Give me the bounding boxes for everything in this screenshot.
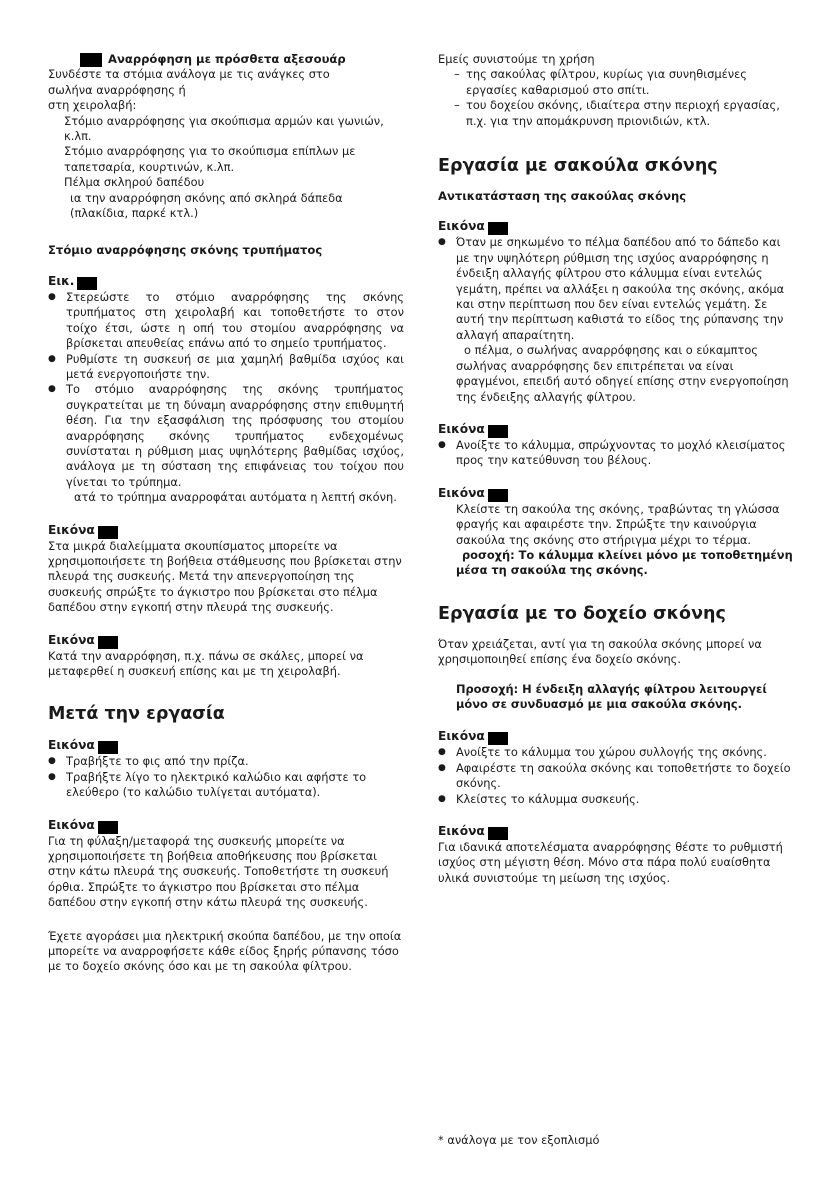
figure-label: Εικόνα (48, 817, 95, 832)
figure-label: Εικόνα (48, 738, 95, 753)
accessory-heading (80, 52, 404, 67)
figure-heading (48, 522, 404, 539)
list-item: ● Το στόμιο αναρρόφησης της σκόνης τρυπήματος συγκρατείται με τη δύναμη αναρρόφησης στην επιθυμητή θέση. Για την εξασφάλιση της πρόσφυσης του στομίου αναρρόφησης σκόνης τρυπήματος ενδεχομένως συνίσταται η ρύθμιση μιας υψηλότερης βαθμίδας ισχύος, ανάλογα με τη σύσταση της επιφάνειας του τοίχου που γίνεται το τρύπημα. (48, 382, 404, 490)
figure-heading (438, 421, 794, 438)
list-item: ● Τραβήξτε το φις από την πρίζα. (48, 754, 404, 769)
figure-marker (98, 636, 118, 649)
bag-open-bullets (438, 438, 794, 469)
figure-heading (438, 823, 794, 840)
figure-heading (438, 728, 794, 745)
list-item: ● Ρυθμίστε τη συσκευή σε μια χαμηλή βαθμίδα ισχύος και μετά ενεργοποιήστε την. (48, 352, 404, 383)
list-item: ● Τραβήξτε λίγο το ηλεκτρικό καλώδιο και αφήστε το ελεύθερο (το καλώδιο τυλίγεται αυτόματα). (48, 770, 404, 801)
drill-bullets (48, 290, 404, 490)
bag-bullet-tail: ο πέλμα, ο σωλήνας αναρρόφησης και ο εύκαμπτος σωλήνας αναρρόφησης δεν επιτρέπεται να είναι φραγμένοι, επειδή αυτό οδηγεί επίσης στην ενεργοποίηση της ένδειξης αλλαγής φίλτρου. (456, 343, 789, 404)
figure-heading (438, 218, 794, 235)
left-column (48, 52, 404, 975)
drill-title: Στόμιο αναρρόφησης σκόνης τρυπήματος (48, 243, 323, 258)
list-item: ● Κλείστες το κάλυμμα συσκευής. (438, 792, 794, 807)
figure-label: Εικόνα (438, 219, 485, 234)
bag-close-text: Κλείστε τη σακούλα της σκόνης, τραβώντας τη γλώσσα φραγής και αφαιρέστε την. Σπρώξτε την καινούργια σακούλα της σκόνης στο στήριγμα μέχρι το τέρμα. (456, 501, 780, 547)
box-intro: Όταν χρειάζεται, αντί για τη σακούλα σκόνης μπορεί να χρησιμοποιηθεί επίσης ένα δοχείο σκόνης. (438, 636, 762, 667)
power-text: Για ιδανικά αποτελέσματα αναρρόφησης θέστε το ρυθμιστή ισχύος στη μέγιστη θέση. Μόνο στα πάρα πολύ ευαίσθητα υλικά συνιστούμε τη μείωση της ισχύος. (438, 840, 783, 885)
accessory-title: Αναρρόφηση με πρόσθετα αξεσουάρ (108, 52, 346, 66)
right-column (438, 52, 794, 886)
accessory-subnote: ια την αναρρόφηση σκόνης από σκληρά δάπεδα (πλακίδια, παρκέ κτλ.) (70, 190, 343, 221)
bag-subtitle: Αντικατάσταση της σακούλας σκόνης (438, 189, 687, 204)
bag-bullets (438, 235, 794, 404)
purchase-text: Έχετε αγοράσει μια ηλεκτρική σκούπα δαπέδου, με την οποία μπορείτε να αναρροφήσετε κάθε είδος ξηρής ρύπανσης τόσο με το δοχείο σκόνης όσο και με τη σακούλα φίλτρου. (48, 928, 402, 974)
accessory-line: Συνδέστε τα στόμια ανάλογα με τις ανάγκες στο (48, 67, 330, 82)
figure-heading (48, 632, 404, 649)
figure-marker (77, 277, 97, 290)
list-item (438, 235, 794, 404)
recommend-list (438, 67, 794, 129)
accessory-line: σωλήνα αναρρόφησης ή (48, 82, 186, 97)
figure-marker (98, 741, 118, 754)
figure-heading (48, 817, 404, 834)
accessory-item: Πέλμα σκληρού δαπέδου (64, 175, 205, 190)
figure-marker (488, 489, 508, 502)
bag-title: Εργασία με σακούλα σκόνης (438, 156, 718, 177)
box-bullets (438, 745, 794, 807)
list-item: – του δοχείου σκόνης, ιδιαίτερα στην περιοχή εργασίας, π.χ. για την απομάκρυνση πριονιδιών, κτλ. (454, 98, 794, 129)
figure-label: Εικόνα (438, 485, 485, 500)
after-bullets (48, 754, 404, 800)
figure-label: Εικόνα (438, 729, 485, 744)
figure-label: Εικόνα (438, 824, 485, 838)
list-item: ● Ανοίξτε το κάλυμμα του χώρου συλλογής της σκόνης. (438, 745, 794, 760)
figure-marker (98, 526, 118, 539)
list-item: ● Ανοίξτε το κάλυμμα, σπρώχνοντας το μοχλό κλεισίματος προς την κατεύθυνση του βέλους. (438, 438, 794, 469)
figure-marker (98, 821, 118, 834)
figure-marker (80, 53, 102, 67)
recommend-intro: Εμείς συνιστούμε τη χρήση (438, 52, 595, 66)
accessory-line: στη χειρολαβή: (48, 98, 137, 113)
figure-heading (48, 737, 404, 754)
figure-heading (48, 273, 404, 290)
figure-heading (438, 485, 794, 502)
figure-marker (488, 222, 508, 235)
box-title: Εργασία με το δοχείο σκόνης (438, 603, 726, 624)
figure-marker (488, 732, 508, 745)
list-item: ● Στερεώστε το στόμιο αναρρόφησης της σκόνης τρυπήματος στη χειρολαβή και τοποθετήστε το στον τοίχο έτσι, ώστε η οπή του στομίου αναρρόφησης να βρίσκεται απευθείας επάνω από το σημείο τρυπήματος. (48, 290, 404, 352)
figure-marker (488, 425, 508, 438)
drill-tail: ατά το τρύπημα αναρροφάται αυτόματα η λεπτή σκόνη. (74, 490, 397, 505)
footnote: * ανάλογα με τον εξοπλισμό (438, 1133, 600, 1147)
box-note: Προσοχή: Η ένδειξη αλλαγής φίλτρου λειτουργεί μόνο σε συνδυασμό με μια σακούλα σκόνης. (456, 681, 767, 711)
bag-bullet-text: Όταν με σηκωμένο το πέλμα δαπέδου από το δάπεδο και με την υψηλότερη ρύθμιση της ισχύος αναρρόφησης η ένδειξη αλλαγής φίλτρου στο κάλυμμα είναι εντελώς γεμάτη, πρέπει να αλλάξει η σακούλα της σκόνης, ακόμα και στην περίπτωση που δεν είναι εντελώς γεμάτη. Σε αυτή την περίπτωση καθιστά το είδος της ρύπανσης την αλλαγή απαραίτητη. (456, 235, 785, 342)
figure-label: Εικόνα (438, 421, 485, 436)
accessory-item: Στόμιο αναρρόφησης για σκούπισμα αρμών και γωνιών, κ.λπ. (64, 113, 384, 144)
figure-label: Εικ. (48, 273, 75, 288)
list-item: – της σακούλας φίλτρου, κυρίως για συνηθισμένες εργασίες καθαρισμού στο σπίτι. (454, 67, 794, 98)
figure-marker (488, 827, 508, 840)
stairs-text: Κατά την αναρρόφηση, π.χ. πάνω σε σκάλες, μπορεί να μεταφερθεί η συσκευή επίσης και με τη χειρολαβή. (48, 648, 364, 678)
list-item: ● Αφαιρέστε τη σακούλα σκόνης και τοποθετήστε το δοχείο σκόνης. (438, 761, 794, 792)
after-work-title: Μετά την εργασία (48, 704, 225, 725)
figure-label: Εικόνα (48, 632, 95, 647)
figure-label: Εικόνα (48, 522, 95, 537)
bag-note: ροσοχή: Το κάλυμμα κλείνει μόνο με τοποθετημένη μέσα τη σακούλα της σκόνης. (456, 547, 793, 578)
park-text: Στα μικρά διαλείμματα σκουπίσματος μπορείτε να χρησιμοποιήσετε τη βοήθεια στάθμευσης που βρίσκεται στην πλευρά της συσκευής. Μετά την απενεργοποίηση της συσκευής σπρώξτε το άγκιστρο που βρίσκεται στο πέλμα δαπέδου στην εγκοπή στην πλευρά της συσκευής. (48, 538, 402, 615)
accessory-item: Στόμιο αναρρόφησης για το σκούπισμα επίπλων με ταπετσαρία, κουρτινών, κ.λπ. (64, 144, 356, 174)
storage-text: Για τη φύλαξη/μεταφορά της συσκευής μπορείτε να χρησιμοποιήσετε τη βοήθεια αποθήκευσης που βρίσκεται στην κάτω πλευρά της συσκευής. Τοποθετήστε τη συσκευή όρθια. Σπρώξτε το άγκιστρο που βρίσκεται στο πέλμα δαπέδου στην εγκοπή στην κάτω πλευρά της συσκευής. (48, 833, 389, 910)
